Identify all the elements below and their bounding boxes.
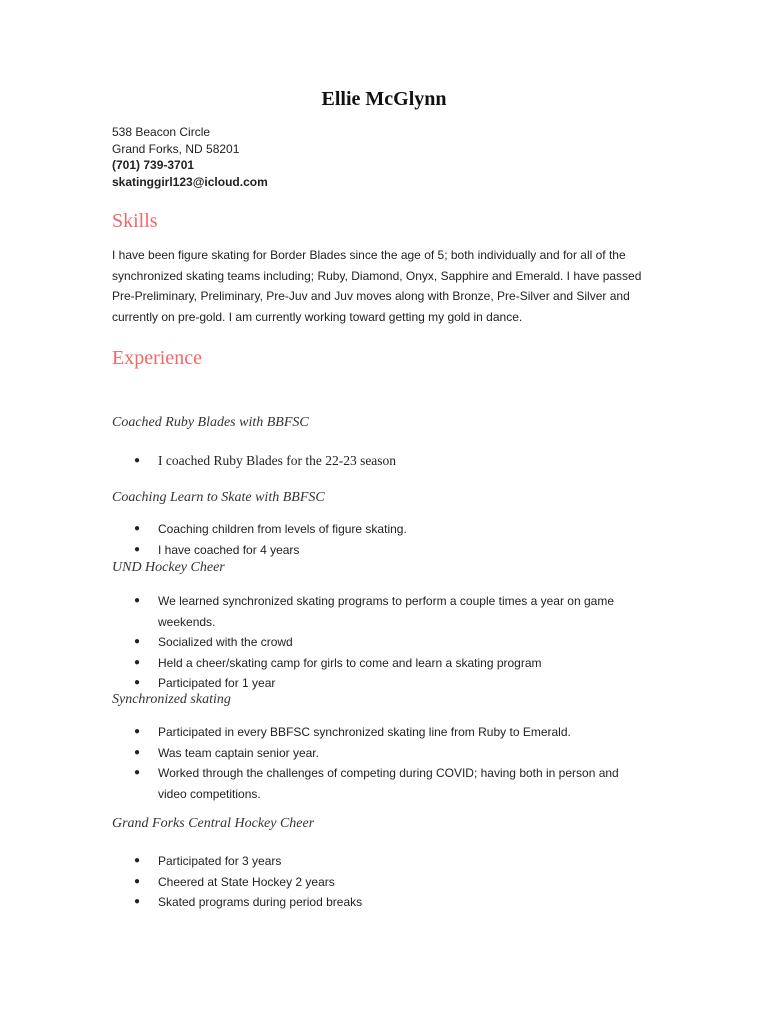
list-item: ● Coaching children from levels of figure skating. — [138, 519, 638, 540]
skills-paragraph: I have been figure skating for Border Blades since the age of 5; both individually and for all of the synchronized skating teams including; Ruby, Diamond, Onyx, Sapphire and Emerald. I have passed Pre-Preliminary, Preliminary, Pre-Juv and Juv moves along with Bronze, Pre-Silver and Silver and currently on pre-gold. I am currently working toward getting my gold in dance. — [112, 248, 642, 324]
list-item: ● Skated programs during period breaks — [138, 892, 638, 913]
list-item: ● We learned synchronized skating programs to perform a couple times a year on game weekends. — [138, 591, 638, 632]
job-bullet-list — [138, 451, 638, 472]
job-title: Synchronized skating — [112, 692, 231, 707]
job-bullet-list — [138, 722, 638, 804]
contact-block — [112, 124, 268, 190]
list-item: ● I coached Ruby Blades for the 22-23 season — [138, 451, 638, 472]
list-item: ● I have coached for 4 years — [138, 540, 638, 561]
email-address: skatinggirl123@icloud.com — [112, 174, 268, 189]
list-item: ● Participated for 1 year — [138, 673, 638, 694]
list-item: ● Cheered at State Hockey 2 years — [138, 872, 638, 893]
job-title: Coached Ruby Blades with BBFSC — [112, 415, 309, 430]
resume-name: Ellie McGlynn — [321, 88, 447, 110]
list-item: ● Worked through the challenges of competing during COVID; having both in person and video competitions. — [138, 763, 638, 804]
list-item: ● Participated for 3 years — [138, 851, 638, 872]
job-title: UND Hockey Cheer — [112, 560, 225, 575]
list-item: ● Was team captain senior year. — [138, 743, 638, 764]
phone-number: (701) 739-3701 — [112, 158, 195, 172]
list-item: ● Held a cheer/skating camp for girls to come and learn a skating program — [138, 653, 638, 674]
list-item: ● Participated in every BBFSC synchronized skating line from Ruby to Emerald. — [138, 722, 638, 743]
address-line-1: 538 Beacon Circle — [112, 125, 211, 139]
experience-heading: Experience — [112, 347, 202, 369]
job-bullet-list — [138, 519, 638, 560]
list-item: ● Socialized with the crowd — [138, 632, 638, 653]
job-title: Grand Forks Central Hockey Cheer — [112, 816, 315, 831]
skills-heading: Skills — [112, 210, 158, 232]
address-line-2: Grand Forks, ND 58201 — [112, 141, 240, 156]
job-bullet-list — [138, 851, 638, 913]
job-title: Coaching Learn to Skate with BBFSC — [112, 490, 325, 505]
job-bullet-list — [138, 591, 638, 694]
